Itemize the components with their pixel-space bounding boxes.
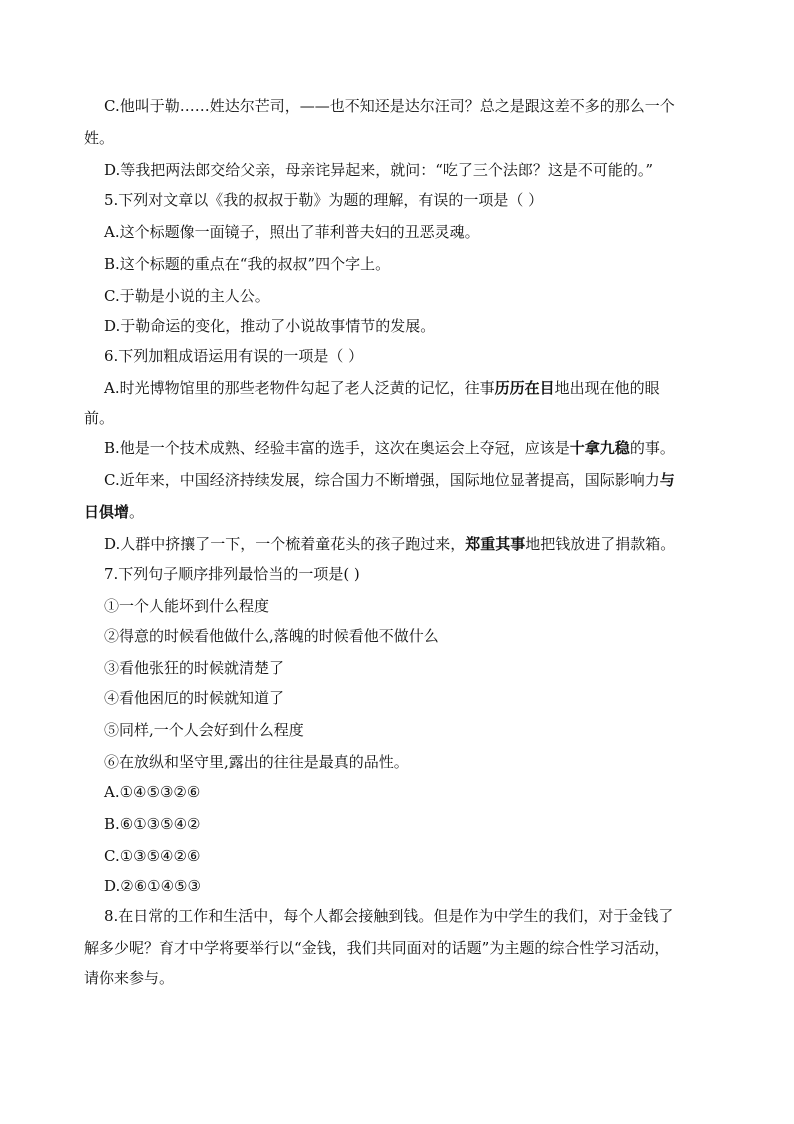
q6-option-c-line2 [84, 502, 144, 522]
q7-sentence-3: ③看他张狂的时候就清楚了 [104, 659, 285, 677]
q6-option-a-text: A.时光博物馆里的那些老物件勾起了老人泛黄的记忆，往事 [104, 379, 495, 397]
q6-stem: 6.下列加粗成语运用有误的一项是（ ） [104, 347, 364, 365]
q6-option-b-text: B.他是一个技术成熟、经验丰富的选手，这次在奥运会上夺冠，应该是 [104, 439, 570, 457]
q6-option-d-idiom: 郑重其事 [465, 535, 526, 553]
q4-option-d: D.等我把两法郎交给父亲，母亲诧异起来，就问：“吃了三个法郎？这是不可能的。” [104, 161, 654, 179]
q5-stem: 5.下列对文章以《我的叔叔于勒》为题的理解，有误的一项是（ ） [104, 191, 544, 209]
q6-option-b-text-end: 的事。 [629, 439, 675, 457]
q7-sentence-2: ②得意的时候看他做什么,落魄的时候看他不做什么 [104, 627, 439, 645]
q6-option-c-text: C.近年来，中国经济持续发展，综合国力不断增强，国际地位显著提高，国际影响力 [104, 471, 660, 489]
q7-option-d: D.②⑥①④⑤③ [104, 877, 201, 895]
q6-option-a-idiom: 历历在目 [494, 379, 555, 397]
q6-option-a-line2: 前。 [84, 409, 115, 427]
q8-line2: 解多少呢？育才中学将要举行以“金钱，我们共同面对的话题”为主题的综合性学习活动， [84, 939, 670, 957]
q6-option-d-text: D.人群中挤攘了一下，一个梳着童花头的孩子跑过来， [104, 535, 466, 553]
q4-option-c-line1: C.他叫于勒……姓达尔芒司，——也不知还是达尔汪司？总之是跟这差不多的那么一个 [104, 97, 675, 115]
q7-stem: 7.下列句子顺序排列最恰当的一项是( ) [104, 565, 360, 583]
q6-option-c-text-end: 。 [129, 503, 145, 521]
q6-option-b-idiom: 十拿九稳 [569, 439, 630, 457]
q4-option-c-line2: 姓。 [84, 129, 115, 147]
q6-option-d [104, 534, 675, 554]
q7-sentence-1: ①一个人能坏到什么程度 [104, 597, 270, 615]
q6-option-c-idiom-part2: 日俱增 [84, 503, 130, 521]
q6-option-d-text-end: 地把钱放进了捐款箱。 [525, 535, 676, 553]
q6-option-a-text-end: 地出现在他的眼 [554, 379, 660, 397]
q5-option-b: B.这个标题的重点在“我的叔叔”四个字上。 [104, 255, 391, 273]
q7-option-c: C.①③⑤④②⑥ [104, 847, 201, 865]
q6-option-c-line1 [104, 470, 675, 490]
q8-line3: 请你来参与。 [84, 969, 175, 987]
q7-option-a: A.①④⑤③②⑥ [104, 783, 201, 801]
q6-option-b [104, 438, 675, 458]
q6-option-a-line1 [104, 378, 660, 398]
q7-sentence-5: ⑤同样,一个人会好到什么程度 [104, 721, 304, 739]
q7-sentence-4: ④看他困厄的时候就知道了 [104, 689, 285, 707]
q5-option-a: A.这个标题像一面镜子，照出了菲利普夫妇的丑恶灵魂。 [104, 223, 480, 241]
q6-option-c-idiom-part1: 与 [659, 471, 675, 489]
q5-option-c: C.于勒是小说的主人公。 [104, 287, 270, 305]
q7-sentence-6: ⑥在放纵和坚守里,露出的往往是最真的品性。 [104, 753, 409, 771]
q7-option-b: B.⑥①③⑤④② [104, 815, 201, 833]
q8-line1: 8.在日常的工作和生活中，每个人都会接触到钱。但是作为中学生的我们，对于金钱了 [104, 907, 674, 925]
q5-option-d: D.于勒命运的变化，推动了小说故事情节的发展。 [104, 317, 436, 335]
